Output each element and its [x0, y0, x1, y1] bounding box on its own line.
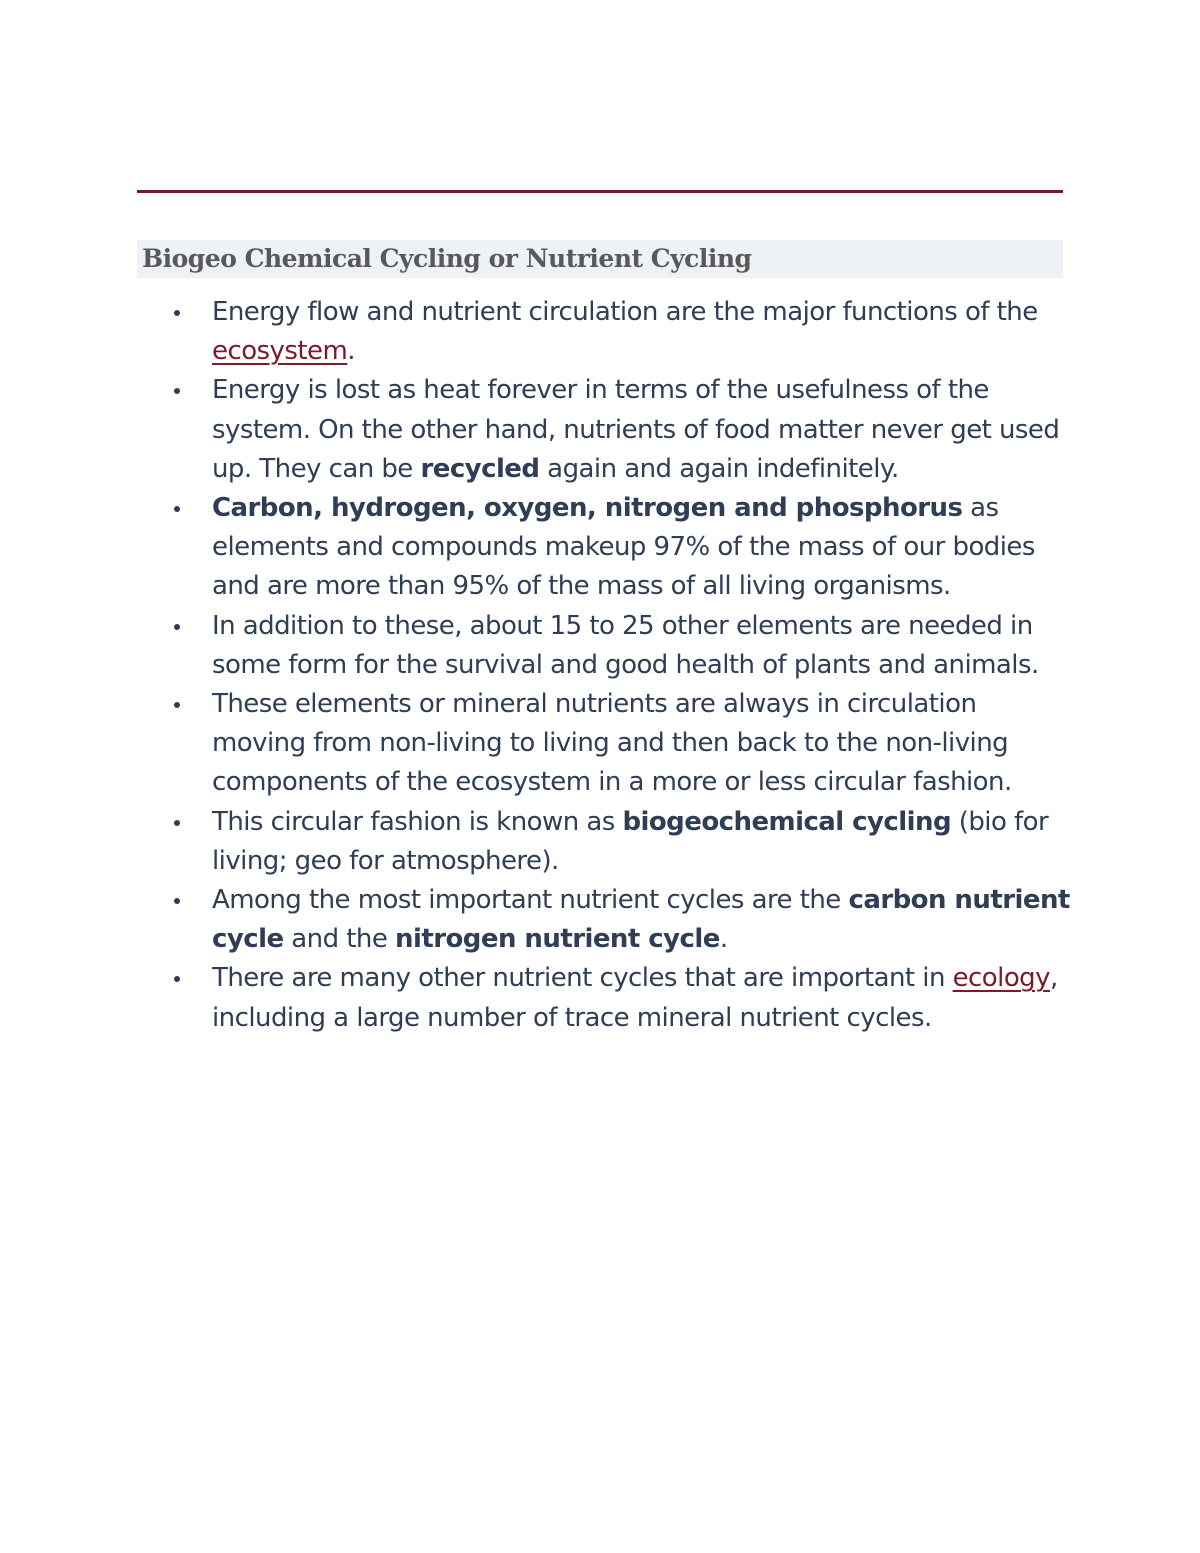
bold-term-carbon-cycle: carbon nutrient cycle — [212, 885, 1070, 955]
list-item — [212, 959, 1072, 1037]
bullet-dot-icon — [174, 820, 180, 826]
bullet-text: In addition to these, about 15 to 25 other elements are needed in some form for the survival and good health of plants and animals. — [212, 610, 1039, 680]
ecosystem-link[interactable]: ecosystem — [212, 336, 348, 367]
bullet-text: as elements and compounds makeup 97% of the mass of our bodies and are more than 95% of the mass of all living organisms. — [212, 493, 1035, 602]
bullet-text: . — [347, 336, 355, 367]
bullet-dot-icon — [174, 976, 180, 982]
bullet-text: Energy flow and nutrient circulation are the major functions of the — [212, 297, 1038, 327]
bullet-text: Energy is lost as heat forever in terms of the usefulness of the system. On the other hand, nutrients of food matter never get used up. They can be — [212, 375, 1060, 484]
bold-term-elements: Carbon, hydrogen, oxygen, nitrogen and phosphorus — [212, 493, 963, 524]
list-item — [212, 881, 1072, 959]
bullet-dot-icon — [174, 506, 180, 512]
bullet-text: . — [719, 924, 728, 955]
bullet-dot-icon — [174, 388, 180, 394]
bullet-text: This circular fashion is known as — [212, 806, 623, 837]
bullet-text: There are many other nutrient cycles that are important in — [212, 963, 953, 994]
bullet-dot-icon — [174, 310, 180, 316]
section-heading: Biogeo Chemical Cycling or Nutrient Cycling — [142, 244, 752, 273]
list-item — [212, 371, 1072, 489]
bold-term-recycled: recycled — [420, 453, 540, 484]
list-item — [212, 607, 1072, 685]
bullet-text: (bio for living; geo for atmosphere). — [212, 806, 1049, 876]
bullet-text: Among the most important nutrient cycles are the — [212, 885, 849, 916]
bullet-text: and the — [283, 924, 396, 955]
bullet-dot-icon — [174, 898, 180, 904]
list-item — [212, 685, 1072, 803]
bullet-text: These elements or mineral nutrients are always in circulation moving from non-living to living and then back to the non-living components of the ecosystem in a more or less circular fashion. — [212, 689, 1012, 798]
top-divider-rule — [137, 190, 1063, 193]
bullet-dot-icon — [174, 624, 180, 630]
list-item — [212, 489, 1072, 607]
bold-term-biogeochemical-cycling: biogeochemical cycling — [622, 806, 952, 837]
bullet-list — [212, 293, 1072, 1038]
bullet-text: again and again indefinitely. — [539, 453, 899, 484]
bold-term-nitrogen-cycle: nitrogen nutrient cycle — [395, 924, 720, 955]
bullet-text: , including a large number of trace mineral nutrient cycles. — [212, 963, 1058, 1033]
list-item — [212, 803, 1072, 881]
list-item — [212, 293, 1072, 371]
bullet-dot-icon — [174, 702, 180, 708]
ecology-link[interactable]: ecology — [952, 963, 1050, 994]
